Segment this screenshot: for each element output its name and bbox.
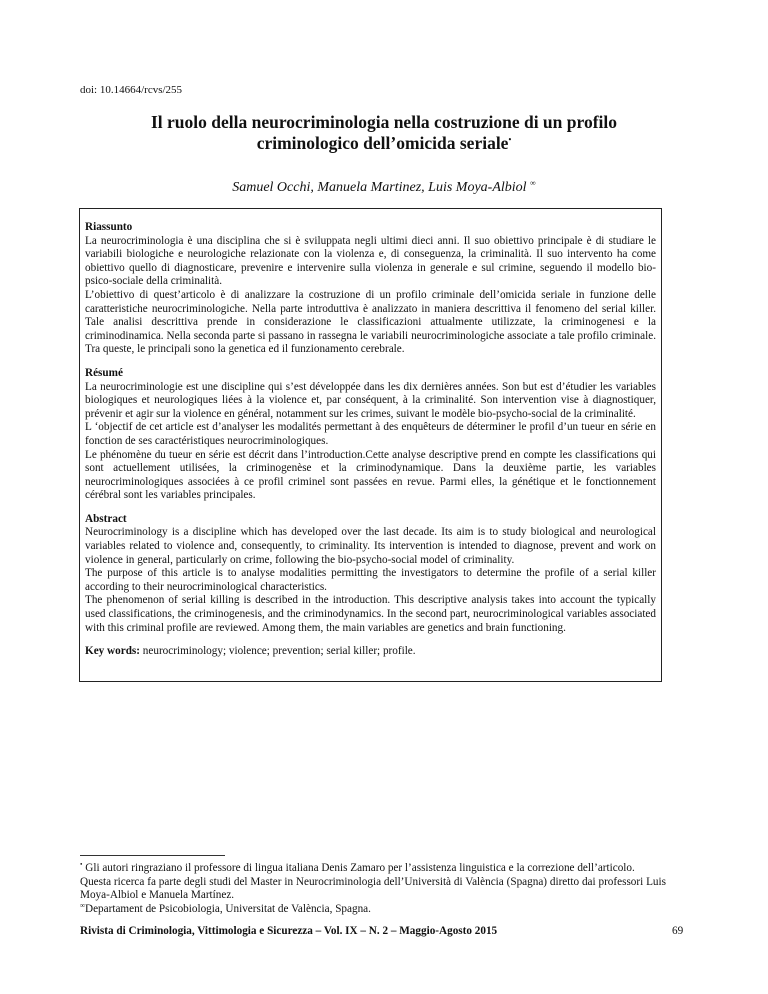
journal-footer: Rivista di Criminologia, Vittimologia e Sicurezza – Vol. IX – N. 2 – Maggio-Agosto 2015 <box>80 925 498 937</box>
keywords-section <box>85 645 656 659</box>
resume-heading: Résumé <box>85 366 123 379</box>
riassunto-paragraph: La neurocriminologia è una disciplina che si è sviluppata negli ultimi dieci anni. Il suo obiettivo principale è di studiare le variabili biologiche e neurologiche relazionate con la violenza e, di conseguenza, la criminalità. Il suo intervento ha come obiettivo quello di diagnosticare, prevenire e intervenire sulla violenza in generale e sul crimine, seguendo il modello bio-psico-sociale della criminalità. <box>85 234 656 288</box>
footnote-divider <box>80 855 225 856</box>
article-title <box>110 112 658 154</box>
resume-paragraph: La neurocriminologie est une discipline qui s’est développée dans les dix dernières années. Son but est d’étudier les variables biologiques et neurologiques liées à la violence et, par conséquent, à la criminalité. Son intervention vise à diagnostiquer, prévenir et agir sur la violence en général, notamment sur les crimes, suivant le modèle bio-psycho-social de la criminalité. <box>85 380 656 420</box>
riassunto-paragraph: L’obiettivo di quest’articolo è di analizzare la costruzione di un profilo criminale dell’omicida seriale in funzione delle caratteristiche neurocriminologiche. Nella parte introduttiva è analizzato in maniera descrittiva il fenomeno del serial killer. Tale analisi descrittiva prende in considerazione le classificazioni attualmente utilizzate, la criminogenesi e la criminodinamica. Nella seconda parte si passano in rassegna le variabili neurocriminologiche associate a tale profilo criminale. Tra queste, le principali sono la genetica ed il funzionamento cerebrale. <box>85 288 656 356</box>
keywords-text: neurocriminology; violence; prevention; serial killer; profile. <box>140 645 416 658</box>
authors-text: Samuel Occhi, Manuela Martinez, Luis Moya-Albiol <box>232 180 527 195</box>
resume-section <box>85 367 656 503</box>
footnote-research-note: Questa ricerca fa parte degli studi del Master in Neurocriminologia dell’Università di València (Spagna) diretto dai professori Luis Moya-Albiol e Manuela Martínez. <box>80 875 666 902</box>
resume-paragraph: Le phénomène du tueur en série est décrit dans l’introduction.Cette analyse descriptive prend en compte les classifications qui sont actuellement utilisées, la criminogenèse et la criminodynamique. Dans la deuxième partie, les variables neurocriminologiques associées à ce profil criminel sont passées en revue. Parmi elles, la génétique et le fonctionnement cérébral sont les variables principales. <box>85 448 656 502</box>
keywords-label: Key words: <box>85 645 140 658</box>
page-number: 69 <box>672 925 684 937</box>
abstract-paragraph: The phenomenon of serial killing is described in the introduction. This descriptive analysis takes into account the typically used classifications, the criminogenesis, and the criminodynamics. In the second part, neurocriminological variables associated with this criminal profile are reviewed. Among them, the main variables are genetics and brain functioning. <box>85 594 656 634</box>
doi-line: doi: 10.14664/rcvs/255 <box>80 84 183 96</box>
abstract-paragraph: Neurocriminology is a discipline which has developed over the last decade. Its aim is to study biological and neurological variables related to violence and, consequently, to criminality. Its intervention is intended to diagnose, prevent and work on violence in general, particularly on crime, following the bio-psycho-social model of criminality. <box>85 526 656 566</box>
abstract-heading: Abstract <box>85 512 127 525</box>
footnote-acknowledgement-text: Gli autori ringraziano il professore di lingua italiana Denis Zamaro per l’assistenza linguistica e la correzione dell’articolo. <box>82 862 635 874</box>
authors-line <box>110 180 658 196</box>
riassunto-heading: Riassunto <box>85 221 133 233</box>
riassunto-section <box>85 221 656 357</box>
abstract-box <box>79 208 662 682</box>
footnote-affiliation-text: Departament de Psicobiologia, Universitat de València, Spagna. <box>85 902 371 915</box>
title-text: Il ruolo della neurocriminologia nella costruzione di un profilo criminologico dell’omicida seriale <box>150 112 618 153</box>
footnotes <box>80 862 666 916</box>
footnote-mark-affiliation: ∞ <box>80 901 85 910</box>
abstract-section <box>85 513 656 635</box>
keywords-line <box>85 645 656 659</box>
resume-paragraph: L ‘objectif de cet article est d’analyser les modalités permettant à des enquêteurs de déterminer le profil d’un tueur en série en fonction de ses caractéristiques neurocriminologiques. <box>85 421 656 447</box>
author-affiliation-mark: ∞ <box>530 178 536 188</box>
title-footnote-mark: • <box>508 135 512 145</box>
footnote-mark-acknowledgement: • <box>80 860 83 869</box>
abstract-paragraph: The purpose of this article is to analyse modalities permitting the investigators to determine the profile of a serial killer according to their neurocriminological characteristics. <box>85 567 656 593</box>
footnote-acknowledgement <box>80 862 666 876</box>
footnote-affiliation <box>80 903 666 917</box>
